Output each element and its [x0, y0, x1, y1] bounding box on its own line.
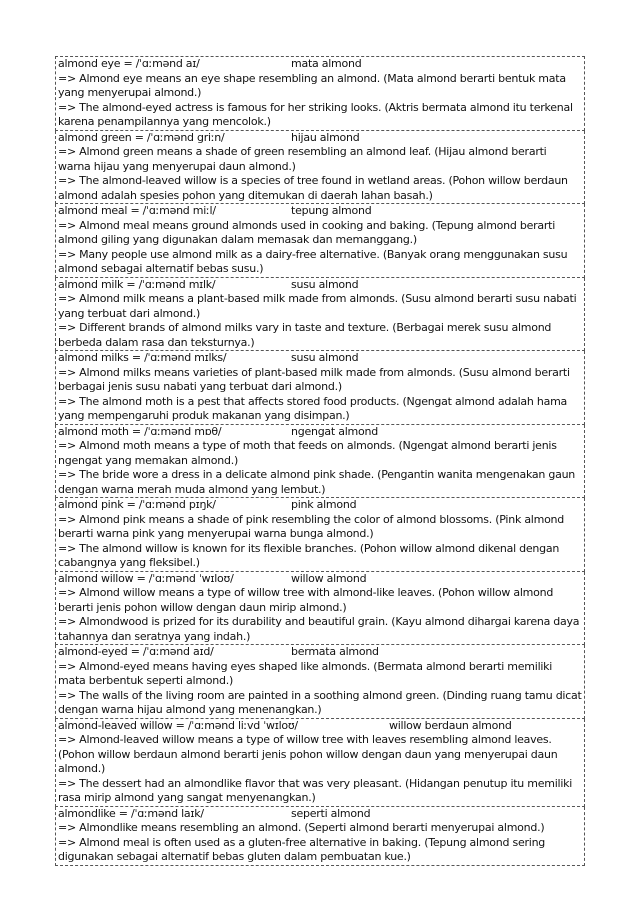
entry-almond-pink — [55, 498, 585, 572]
entry-definition: => Almond willow means a type of willow tree with almond-like leaves. (Pohon willow almond berarti jenis pohon willow dengan daun mirip almond.) — [58, 586, 554, 614]
entry-example: => Almond meal is often used as a gluten-free alternative in baking. (Tepung almond sering digunakan sebagai alternatif bebas gluten dalam pembuatan kue.) — [58, 835, 546, 863]
entry-definition: => Almond-eyed means having eyes shaped like almonds. (Bermata almond berarti memiliki mata berbentuk seperti almond.) — [58, 659, 553, 687]
entry-example: => Almondwood is prized for its durability and beautiful grain. (Kayu almond dihargai karena daya tahannya dan seratnya yang indah.) — [58, 615, 580, 643]
vocabulary-list — [55, 56, 585, 866]
entry-definition: => Almond milks means varieties of plant-based milk made from almonds. (Susu almond berarti berbagai jenis susu nabati yang terbuat dari almond.) — [58, 365, 570, 393]
entry-term: almond-eyed = /ˈɑːmənd aɪd/ — [58, 645, 214, 658]
entry-translation: susu almond — [291, 277, 359, 291]
entry-definition: => Almond green means a shade of green resembling an almond leaf. (Hijau almond berarti warna hijau yang menyerupai daun almond.) — [58, 145, 547, 173]
entry-example: => Many people use almond milk as a dairy-free alternative. (Banyak orang menggunakan susu almond sebagai alternatif bebas susu.) — [58, 247, 568, 275]
entry-term: almond pink = /ˈɑːmənd pɪŋk/ — [58, 498, 216, 511]
entry-example: => The bride wore a dress in a delicate almond pink shade. (Pengantin wanita mengenakan gaun dengan warna merah muda almond yang lembut.) — [58, 468, 576, 496]
entry-translation: mata almond — [291, 57, 362, 70]
entry-term: almond milk = /ˈɑːmənd mɪlk/ — [58, 277, 216, 291]
entry-example: => The almond moth is a pest that affects stored food products. (Ngengat almond adalah hama yang mempengaruhi produk makanan yang disimpan.) — [58, 394, 568, 422]
entry-definition: => Almond eye means an eye shape resembling an almond. (Mata almond berarti bentuk mata yang menyerupai almond.) — [58, 71, 566, 99]
entry-example: => The dessert had an almondlike flavor that was very pleasant. (Hidangan penutup itu memiliki rasa mirip almond yang sangat menyenangkan.) — [58, 776, 573, 804]
entry-term: almond meal = /ˈɑːmənd miːl/ — [58, 204, 216, 217]
entry-translation: hijau almond — [291, 130, 360, 144]
entry-term: almond moth = /ˈɑːmənd mɒθ/ — [58, 424, 222, 438]
entry-definition: => Almond meal means ground almonds used in cooking and baking. (Tepung almond berarti almond giling yang digunakan dalam memasak dan memanggang.) — [58, 218, 556, 246]
entry-term: almondlike = /ˈɑːmənd laɪk/ — [58, 806, 204, 820]
entry-example: => Different brands of almond milks vary in taste and texture. (Berbagai merek susu almond berbeda dalam rasa dan teksturnya.) — [58, 321, 552, 349]
entry-almond-meal — [55, 204, 585, 278]
entry-translation: willow almond — [291, 571, 367, 585]
entry-definition: => Almond moth means a type of moth that feeds on almonds. (Ngengat almond berarti jenis ngengat yang memakan almond.) — [58, 439, 557, 467]
entry-term: almond-leaved willow = /ˈɑːmənd liːvd ˈwɪloʊ/ — [58, 718, 298, 732]
entry-almond-eyed — [55, 645, 585, 719]
entry-definition: => Almond-leaved willow means a type of willow tree with leaves resembling almond leaves. (Pohon willow berdaun almond berarti jenis pohon willow dengan daun yang menyerupai daun almond.) — [58, 733, 558, 775]
entry-almond-leaved-willow — [55, 719, 585, 807]
entry-term: almond willow = /ˈɑːmənd ˈwɪloʊ/ — [58, 571, 234, 585]
entry-definition: => Almond pink means a shade of pink resembling the color of almond blossoms. (Pink almond berarti warna pink yang menyerupai warna bunga almond.) — [58, 512, 565, 540]
entry-term: almond green = /ˈɑːmənd griːn/ — [58, 130, 225, 144]
entry-translation: susu almond — [291, 351, 359, 364]
entry-translation: tepung almond — [291, 204, 372, 217]
entry-translation: bermata almond — [291, 645, 379, 658]
entry-translation: willow berdaun almond — [389, 718, 512, 732]
entry-example: => The almond willow is known for its flexible branches. (Pohon willow almond dikenal dengan cabangnya yang fleksibel.) — [58, 541, 560, 569]
entry-term: almond milks = /ˈɑːmənd mɪlks/ — [58, 351, 227, 364]
entry-definition: => Almondlike means resembling an almond. (Seperti almond berarti menyerupai almond.) — [58, 821, 545, 834]
entry-almond-moth — [55, 425, 585, 499]
entry-term: almond eye = /ˈɑːmənd aɪ/ — [58, 57, 200, 70]
entry-almond-eye — [55, 56, 585, 131]
entry-translation: seperti almond — [291, 806, 371, 820]
entry-almond-willow — [55, 572, 585, 646]
entry-almondlike — [55, 807, 585, 866]
entry-almond-milk — [55, 278, 585, 352]
entry-example: => The walls of the living room are painted in a soothing almond green. (Dinding ruang tamu dicat dengan warna hijau almond yang menenangkan.) — [58, 688, 582, 716]
entry-example: => The almond-leaved willow is a species of tree found in wetland areas. (Pohon willow berdaun almond adalah spesies pohon yang ditemukan di daerah lahan basah.) — [58, 174, 568, 202]
entry-translation: pink almond — [291, 498, 357, 511]
entry-almond-milks — [55, 351, 585, 425]
entry-example: => The almond-eyed actress is famous for her striking looks. (Aktris bermata almond itu terkenal karena penampilannya yang mencolok.) — [58, 100, 573, 128]
entry-translation: ngengat almond — [291, 424, 378, 438]
entry-definition: => Almond milk means a plant-based milk made from almonds. (Susu almond berarti susu nabati yang terbuat dari almond.) — [58, 292, 577, 320]
entry-almond-green — [55, 131, 585, 205]
